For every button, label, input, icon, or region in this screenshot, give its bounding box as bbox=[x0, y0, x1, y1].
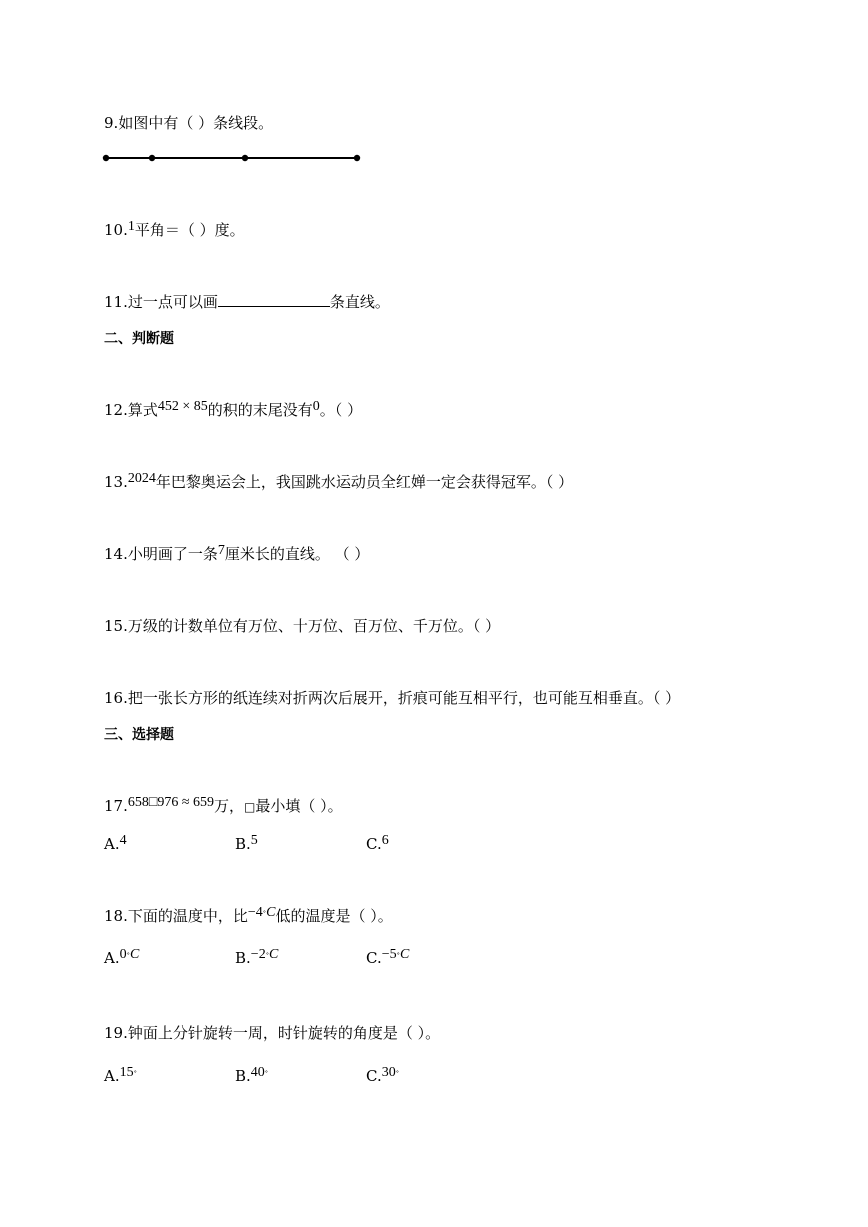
question-text: 最小填（ ）。 bbox=[255, 797, 343, 815]
math-number: 1 bbox=[127, 219, 135, 234]
math-expression: 658□976 ≈ 659 bbox=[127, 795, 214, 810]
option-c[interactable]: C.−5˚C bbox=[366, 947, 410, 967]
question-number: 10. bbox=[104, 221, 128, 239]
question-text: 算式 bbox=[127, 401, 158, 419]
question-text: 钟面上分针旋转一周，时针旋转的角度是（ ）。 bbox=[127, 1024, 441, 1042]
segment-point bbox=[149, 155, 155, 161]
line-segment-figure bbox=[100, 151, 370, 165]
math-number: 2024 bbox=[127, 471, 156, 486]
degree-symbol: ˚ bbox=[262, 910, 267, 921]
question-10 bbox=[104, 220, 245, 242]
question-9 bbox=[104, 113, 273, 133]
question-text: 平角＝（ ）度。 bbox=[134, 221, 245, 239]
answer-blank[interactable] bbox=[218, 292, 330, 307]
question-text: 如图中有（ ）条线段。 bbox=[118, 114, 274, 132]
question-number: 11. bbox=[104, 293, 128, 311]
section-heading: 二、判断题 bbox=[104, 331, 174, 347]
question-number: 9. bbox=[104, 114, 119, 132]
question-text: 条直线。 bbox=[329, 293, 390, 311]
question-number: 16. bbox=[104, 689, 128, 707]
question-text: 小明画了一条 bbox=[127, 545, 218, 563]
question-text: 。（ ） bbox=[319, 401, 363, 419]
option-b[interactable]: B.−2˚C bbox=[235, 947, 279, 967]
question-text: 万， bbox=[214, 797, 245, 815]
option-b[interactable]: B.40˚ bbox=[235, 1065, 269, 1085]
question-text: 把一张长方形的纸连续对折两次后展开，折痕可能互相平行，也可能互相垂直。（ ） bbox=[127, 689, 681, 707]
question-number: 18. bbox=[104, 907, 128, 925]
placeholder-box: □ bbox=[244, 800, 256, 814]
question-14 bbox=[104, 544, 369, 566]
question-text: 万级的计数单位有万位、十万位、百万位、千万位。（ ） bbox=[127, 617, 501, 635]
question-17 bbox=[104, 796, 343, 818]
question-16 bbox=[104, 688, 680, 708]
question-number: 12. bbox=[104, 401, 128, 419]
option-a[interactable]: A.4 bbox=[104, 833, 127, 853]
question-19 bbox=[104, 1023, 440, 1043]
segment-point bbox=[242, 155, 248, 161]
question-number: 17. bbox=[104, 797, 128, 815]
segment-point bbox=[103, 155, 109, 161]
option-c[interactable]: C.6 bbox=[366, 833, 389, 853]
math-number: −4 bbox=[247, 905, 263, 920]
question-number: 19. bbox=[104, 1024, 128, 1042]
math-expression: 452 × 85 bbox=[157, 399, 208, 414]
section-heading: 三、选择题 bbox=[104, 727, 174, 743]
question-text: 厘米长的直线。 （ ） bbox=[224, 545, 370, 563]
question-12 bbox=[104, 400, 362, 422]
question-13 bbox=[104, 472, 573, 494]
question-text: 下面的温度中，比 bbox=[127, 907, 248, 925]
question-text: 年巴黎奥运会上，我国跳水运动员全红婵一定会获得冠军。（ ） bbox=[155, 473, 574, 491]
question-text: 低的温度是（ ）。 bbox=[275, 907, 393, 925]
question-text: 过一点可以画 bbox=[127, 293, 218, 311]
option-a[interactable]: A.15˚ bbox=[104, 1065, 137, 1085]
question-number: 13. bbox=[104, 473, 128, 491]
question-15 bbox=[104, 616, 500, 636]
question-number: 14. bbox=[104, 545, 128, 563]
math-number: 0 bbox=[312, 399, 320, 414]
question-11 bbox=[104, 292, 390, 312]
option-a[interactable]: A.0˚C bbox=[104, 947, 140, 967]
question-text: 的积的末尾没有 bbox=[207, 401, 313, 419]
celsius-unit: C bbox=[266, 905, 276, 920]
segment-point bbox=[354, 155, 360, 161]
option-b[interactable]: B.5 bbox=[235, 833, 258, 853]
question-18 bbox=[104, 906, 393, 929]
option-c[interactable]: C.30˚ bbox=[366, 1065, 400, 1085]
question-number: 15. bbox=[104, 617, 128, 635]
math-number: 7 bbox=[217, 543, 225, 558]
